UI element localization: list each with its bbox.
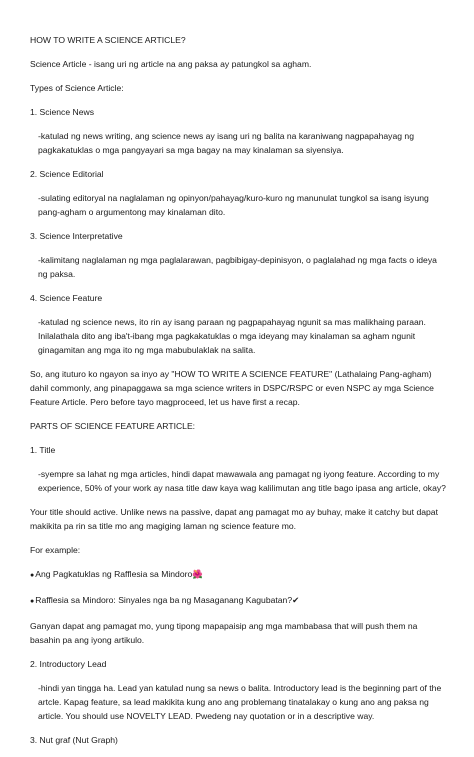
example-label: For example:	[30, 545, 81, 555]
document-title: HOW TO WRITE A SCIENCE ARTICLE?	[30, 35, 186, 45]
type-heading: 3. Science Interpretative	[30, 231, 123, 241]
part-heading: 1. Title	[30, 445, 56, 455]
example-item	[30, 567, 446, 583]
type-heading: 2. Science Editorial	[30, 169, 104, 179]
part-heading: 2. Introductory Lead	[30, 659, 107, 669]
document-page	[30, 33, 446, 757]
type-heading: 4. Science Feature	[30, 293, 103, 303]
type-heading: 1. Science News	[30, 107, 95, 117]
title-closing-paragraph: Ganyan dapat ang pamagat mo, yung tipong mapapaisip ang mga mambabasa that will push them na basahin pa ang iyong artikulo.	[30, 621, 418, 645]
definition-paragraph: Science Article - isang uri ng article na ang paksa ay patungkol sa agham.	[30, 59, 312, 69]
type-description: -kalimitang naglalaman ng mga paglalarawan, pagbibigay-depinisyon, o paglalahad ng mga facts o ideya ng paksa.	[38, 255, 437, 279]
title-note-paragraph: Your title should active. Unlike news na passive, dapat ang pamagat mo ay buhay, make it catchy but dapat makikita pa rin sa title mo ang magiging laman ng science feature mo.	[30, 507, 438, 531]
type-description: -sulating editoryal na naglalaman ng opinyon/pahayag/kuro-kuro ng manunulat tungkol sa isang isyung pang-agham o argumentong may kinalaman dito.	[38, 193, 429, 217]
example-text: Ang Pagkatuklas ng Rafflesia sa Mindoro🌺	[35, 569, 203, 579]
part-description: -hindi yan tingga ha. Lead yan katulad nung sa news o balita. Introductory lead is the beginning part of the artcle. Kapag feature, sa lead makikita kung ano ang problemang tinatalakay o kung ano ang paksa ng article. You should use NOVELTY LEAD. Pwedeng nay quotation or in a descriptive way.	[38, 683, 442, 721]
type-description: -katulad ng science news, ito rin ay isang paraan ng pagpapahayag ngunit sa mas malikhaing paraan. Inilalathala dito ang iba't-ibang mga pagkakatuklas o mga ideyang may kinalaman sa agham ngunit ginagamitan ang mga ito ng mga mabubulaklak na salita.	[38, 317, 426, 355]
types-heading: Types of Science Article:	[30, 83, 124, 93]
example-item	[30, 593, 446, 609]
intro-paragraph: So, ang ituturo ko ngayon sa inyo ay "HOW TO WRITE A SCIENCE FEATURE" (Lathalaing Pang-agham) dahil commonly, ang pinapaggawa sa mga science writers in DSPC/RSPC or even NSPC ay mga Science Feature Article. Pero before tayo magproceed, let us have first a recap.	[30, 369, 434, 407]
type-description: -katulad ng news writing, ang science news ay isang uri ng balita na karaniwang nagpapahayag ng pagkakatuklas o mga pangyayari sa mga bagay na may kinalaman sa siyensiya.	[38, 131, 414, 155]
part-heading: 3. Nut graf (Nut Graph)	[30, 735, 118, 745]
part-description: -syempre sa lahat ng mga articles, hindi dapat mawawala ang pamagat ng iyong feature. According to my experience, 50% of your work ay nasa title daw kaya wag kalilimutan ang title bago ipasa ang article, okay?	[38, 469, 446, 493]
example-text: Rafflesia sa Mindoro: Sinyales nga ba ng Masaganang Kagubatan?✔	[35, 595, 300, 605]
parts-heading: PARTS OF SCIENCE FEATURE ARTICLE:	[30, 421, 196, 431]
